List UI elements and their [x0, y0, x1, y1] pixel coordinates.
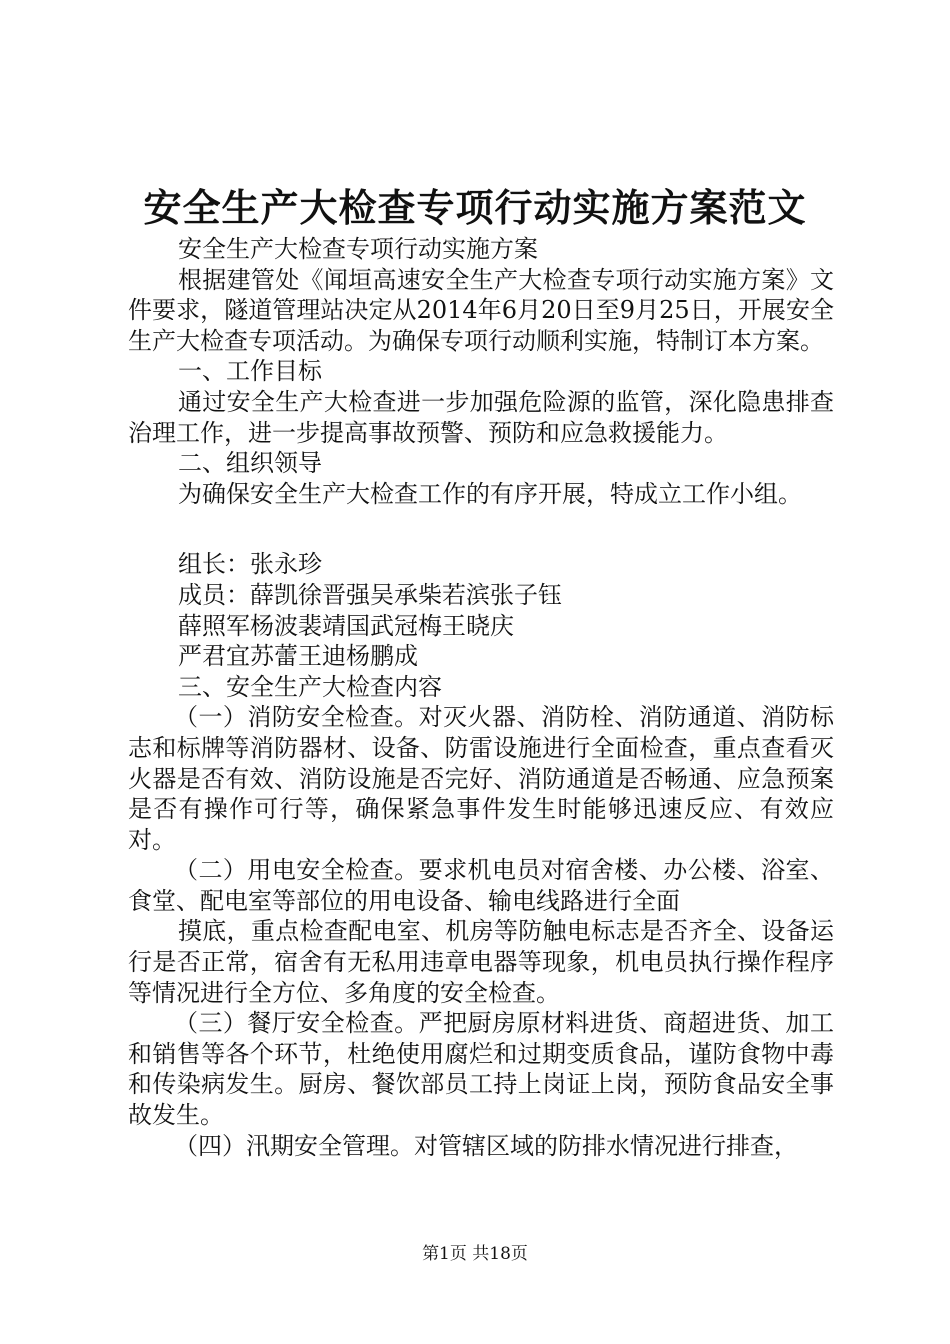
intro-paragraph: 根据建管处《闻垣高速安全生产大检查专项行动实施方案》文件要求，隧道管理站决定从2014年6月20日至9月25日，开展安全生产大检查专项活动。为确保专项行动顺利实施，特制订本方案。 — [128, 265, 834, 355]
members-line-3: 严君宜苏蕾王迪杨鹏成 — [178, 642, 418, 671]
section1-heading: 一、工作目标 — [178, 357, 322, 386]
section1-text: 通过安全生产大检查进一步加强危险源的监管，深化隐患排查治理工作，进一步提高事故预警、预防和应急救援能力。 — [128, 387, 834, 447]
members-line-1: 成员：薛凯徐晋强吴承柴若滨张子钰 — [178, 580, 562, 609]
item-2-part-a: （二）用电安全检查。要求机电员对宿舍楼、办公楼、浴室、食堂、配电室等部位的用电设备、输电线路进行全面 — [128, 856, 834, 915]
section3-heading: 三、安全生产大检查内容 — [178, 672, 442, 701]
document-body — [128, 234, 834, 1161]
section2-text: 为确保安全生产大检查工作的有序开展，特成立工作小组。 — [178, 479, 802, 508]
subtitle: 安全生产大检查专项行动实施方案 — [178, 235, 538, 263]
section2-heading: 二、组织领导 — [178, 449, 322, 478]
item-2-part-b: 摸底，重点检查配电室、机房等防触电标志是否齐全、设备运行是否正常，宿舍有无私用违章电器等现象，机电员执行操作程序等情况进行全方位、多角度的安全检查。 — [128, 917, 834, 1007]
members-line-2: 薛照军杨波裴靖国武冠梅王晓庆 — [178, 611, 514, 640]
blank-line — [128, 509, 834, 549]
page-footer: 第1页 共18页 — [422, 1244, 528, 1264]
item-1: （一）消防安全检查。对灭火器、消防栓、消防通道、消防标志和标牌等消防器材、设备、防雷设施进行全面检查，重点查看灭火器是否有效、消防设施是否完好、消防通道是否畅通、应急预案是否有操作可行等，确保紧急事件发生时能够迅速反应、有效应对。 — [128, 703, 834, 854]
item-4: （四）汛期安全管理。对管辖区域的防排水情况进行排查， — [174, 1131, 798, 1160]
document-title: 安全生产大检查专项行动实施方案范文 — [143, 186, 807, 230]
leader-line: 组长：张永珍 — [178, 550, 322, 579]
item-3: （三）餐厅安全检查。严把厨房原材料进货、商超进货、加工和销售等各个环节，杜绝使用腐烂和过期变质食品，谨防食物中毒和传染病发生。厨房、餐饮部员工持上岗证上岗，预防食品安全事故发生。 — [128, 1009, 834, 1130]
